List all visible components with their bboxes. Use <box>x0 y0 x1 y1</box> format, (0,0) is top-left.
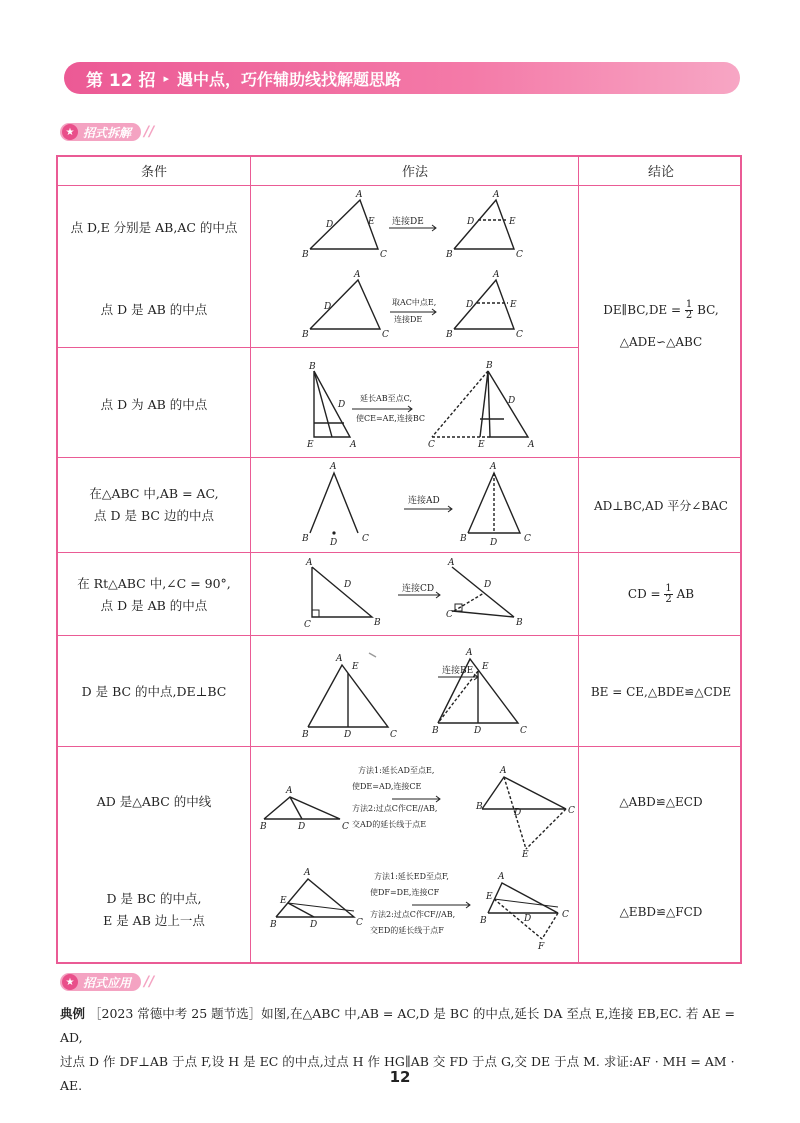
svg-text:C: C <box>362 534 369 544</box>
method-table <box>56 155 742 964</box>
condition-5b: 点 D 是 AB 的中点 <box>100 598 208 613</box>
svg-text:A: A <box>306 558 313 568</box>
svg-text:A: A <box>304 868 311 878</box>
svg-text:B: B <box>460 534 467 544</box>
svg-text:A: A <box>528 440 535 450</box>
triangle-right-icon: ▸ <box>163 71 170 85</box>
svg-text:方法1:延长AD至点E,: 方法1:延长AD至点E, <box>358 766 435 775</box>
section-title: 招式拆解 <box>83 125 132 140</box>
svg-text:D: D <box>344 730 352 740</box>
table-divider <box>250 157 251 962</box>
svg-text:交AD的延长线于点E: 交AD的延长线于点E <box>352 820 427 829</box>
svg-text:D: D <box>508 396 516 406</box>
svg-text:取AC中点E,: 取AC中点E, <box>392 298 437 307</box>
svg-text:B: B <box>516 618 523 628</box>
table-divider <box>58 746 740 747</box>
svg-text:B: B <box>446 250 453 260</box>
svg-text:连接CD: 连接CD <box>402 584 435 594</box>
chapter-title: 遇中点，巧作辅助线找解题思路 <box>177 69 402 89</box>
svg-text:D: D <box>330 538 338 548</box>
star-icon: ★ <box>62 974 78 990</box>
svg-text:B: B <box>374 618 381 628</box>
figure-extend-median <box>252 359 578 455</box>
svg-text:B: B <box>309 362 316 372</box>
svg-text:E: E <box>478 440 485 450</box>
svg-text:D: D <box>484 580 492 590</box>
table-divider <box>58 457 740 458</box>
svg-text:交ED的延长线于点F: 交ED的延长线于点F <box>370 926 444 935</box>
figure-isosceles-median <box>252 459 578 549</box>
svg-text:C: C <box>520 726 527 736</box>
svg-text:C: C <box>428 440 435 450</box>
svg-text:D: D <box>474 726 482 736</box>
svg-text:连接AD: 连接AD <box>408 496 440 506</box>
condition-6: D 是 BC 的中点,DE⊥BC <box>81 684 227 699</box>
svg-text:C: C <box>356 918 363 928</box>
svg-text:A: A <box>350 440 357 450</box>
header-method: 作法 <box>401 165 428 180</box>
conclusion-5: △ABD≌△ECD <box>619 795 703 809</box>
svg-text:A: A <box>490 462 497 472</box>
svg-text:C: C <box>516 250 523 260</box>
star-icon: ★ <box>62 124 78 140</box>
svg-text:D: D <box>466 300 474 310</box>
svg-text:E: E <box>352 662 359 672</box>
svg-text:C: C <box>304 620 311 630</box>
svg-text:E: E <box>486 892 493 902</box>
svg-text:A: A <box>500 766 507 776</box>
svg-text:B: B <box>270 920 277 930</box>
svg-text:B: B <box>260 822 267 832</box>
svg-text:D: D <box>524 914 532 924</box>
conclusion-1: DE∥BC,DE = $\frac{1}{2}$ BC, <box>603 299 719 321</box>
svg-text:B: B <box>476 802 483 812</box>
figure-perpendicular-bisector <box>252 637 578 745</box>
svg-text:E: E <box>510 300 517 310</box>
slash-decoration: // <box>144 974 155 990</box>
svg-text:C: C <box>568 806 575 816</box>
svg-text:A: A <box>354 270 361 280</box>
svg-text:B: B <box>302 250 309 260</box>
svg-text:B: B <box>302 730 309 740</box>
condition-8b: E 是 AB 边上一点 <box>103 913 205 928</box>
figure-midline-1 <box>252 187 578 267</box>
svg-text:D: D <box>326 220 334 230</box>
condition-4b: 点 D 是 BC 边的中点 <box>94 508 214 523</box>
condition-1: 点 D,E 分别是 AB,AC 的中点 <box>70 220 238 235</box>
section-tag-application <box>60 972 154 992</box>
svg-text:E: E <box>280 896 287 906</box>
svg-text:B: B <box>302 330 309 340</box>
svg-text:方法1:延长ED至点F,: 方法1:延长ED至点F, <box>374 872 449 881</box>
svg-text:C: C <box>382 330 389 340</box>
example-label: 典例 <box>60 1006 86 1021</box>
svg-text:B: B <box>486 361 493 371</box>
svg-text:A: A <box>493 270 500 280</box>
svg-text:E: E <box>368 217 375 227</box>
svg-text:B: B <box>446 330 453 340</box>
section-tag-breakdown <box>60 122 154 142</box>
svg-text:连接DE: 连接DE <box>394 315 423 324</box>
svg-text:A: A <box>493 190 500 200</box>
svg-text:E: E <box>482 662 489 672</box>
example-line-1: ［2023 常德中考 25 题节选］如图,在△ABC 中,AB = AC,D 是 BC 的中点,延长 DA 至点 E,连接 EB,EC. 若 AE = AD, <box>60 1006 735 1045</box>
table-divider <box>58 185 740 186</box>
svg-text:D: D <box>310 920 318 930</box>
svg-text:D: D <box>490 538 498 548</box>
chapter-banner <box>64 62 740 94</box>
conclusion-1-similar: △ADE∽△ABC <box>619 335 703 349</box>
svg-text:C: C <box>380 250 387 260</box>
svg-text:C: C <box>390 730 397 740</box>
fraction: $\frac{1}{2}$ <box>685 299 693 321</box>
figure-midline-2 <box>252 267 578 347</box>
section-title: 招式应用 <box>83 975 132 990</box>
svg-text:E: E <box>509 217 516 227</box>
svg-text:方法2:过点C作CF//AB,: 方法2:过点C作CF//AB, <box>370 910 456 919</box>
svg-text:A: A <box>336 654 343 664</box>
slash-decoration: // <box>144 124 155 140</box>
svg-text:延长AB至点C,: 延长AB至点C, <box>360 394 413 403</box>
svg-text:B: B <box>432 726 439 736</box>
svg-text:C: C <box>342 822 349 832</box>
svg-text:A: A <box>356 190 363 200</box>
svg-text:连接BE: 连接BE <box>442 666 474 676</box>
svg-text:C: C <box>516 330 523 340</box>
svg-text:使CE=AE,连接BC: 使CE=AE,连接BC <box>356 414 425 423</box>
svg-text:D: D <box>467 217 475 227</box>
conclusion-3: CD = $\frac{1}{2}$ AB <box>627 583 695 605</box>
svg-text:A: A <box>330 462 337 472</box>
svg-text:F: F <box>538 942 545 952</box>
svg-text:E: E <box>522 850 529 859</box>
table-divider <box>58 635 740 636</box>
condition-7: AD 是△ABC 的中线 <box>96 794 212 809</box>
page-number: 12 <box>389 1068 411 1086</box>
svg-text:A: A <box>286 786 293 796</box>
svg-text:B: B <box>480 916 487 926</box>
svg-text:D: D <box>338 400 346 410</box>
svg-text:D: D <box>514 808 522 818</box>
chapter-number: 第 12 招 <box>86 70 156 91</box>
condition-5a: 在 Rt△ABC 中,∠C = 90°, <box>77 576 231 591</box>
svg-text:连接DE: 连接DE <box>392 217 424 227</box>
svg-text:C: C <box>446 610 453 620</box>
condition-3: 点 D 为 AB 的中点 <box>100 397 208 412</box>
svg-text:A: A <box>466 648 473 658</box>
svg-text:A: A <box>498 872 505 882</box>
condition-4a: 在△ABC 中,AB = AC, <box>89 486 219 501</box>
header-condition: 条件 <box>140 165 167 180</box>
svg-text:D: D <box>298 822 306 832</box>
svg-text:C: C <box>524 534 531 544</box>
conclusion-4: BE = CE,△BDE≌△CDE <box>590 685 732 699</box>
table-divider <box>58 347 579 348</box>
svg-text:使DE=AD,连接CE: 使DE=AD,连接CE <box>352 782 422 791</box>
svg-text:D: D <box>344 580 352 590</box>
table-divider <box>578 157 579 962</box>
svg-text:方法2:过点C作CE//AB,: 方法2:过点C作CE//AB, <box>352 804 438 813</box>
condition-8a: D 是 BC 的中点, <box>106 891 202 906</box>
svg-text:C: C <box>562 910 569 920</box>
fraction: $\frac{1}{2}$ <box>665 583 672 605</box>
svg-text:B: B <box>302 534 309 544</box>
svg-text:E: E <box>307 440 314 450</box>
svg-text:D: D <box>324 302 332 312</box>
svg-text:使DF=DE,连接CF: 使DF=DE,连接CF <box>370 888 440 897</box>
example-line-2: 过点 D 作 DF⊥AB 于点 F,设 H 是 EC 的中点,过点 H 作 HG∥AB 交 FD 于点 G,交 DE 于点 M. 求证:AF · MH = AM · AE. <box>60 1054 735 1093</box>
conclusion-2: AD⊥BC,AD 平分∠BAC <box>593 499 728 513</box>
figure-double-segment <box>252 859 578 959</box>
svg-text:A: A <box>448 558 455 568</box>
figure-double-median <box>252 749 578 859</box>
condition-2: 点 D 是 AB 的中点 <box>100 302 208 317</box>
conclusion-6: △EBD≌△FCD <box>619 905 703 919</box>
figure-right-triangle-median <box>252 553 578 633</box>
header-conclusion: 结论 <box>647 165 674 180</box>
